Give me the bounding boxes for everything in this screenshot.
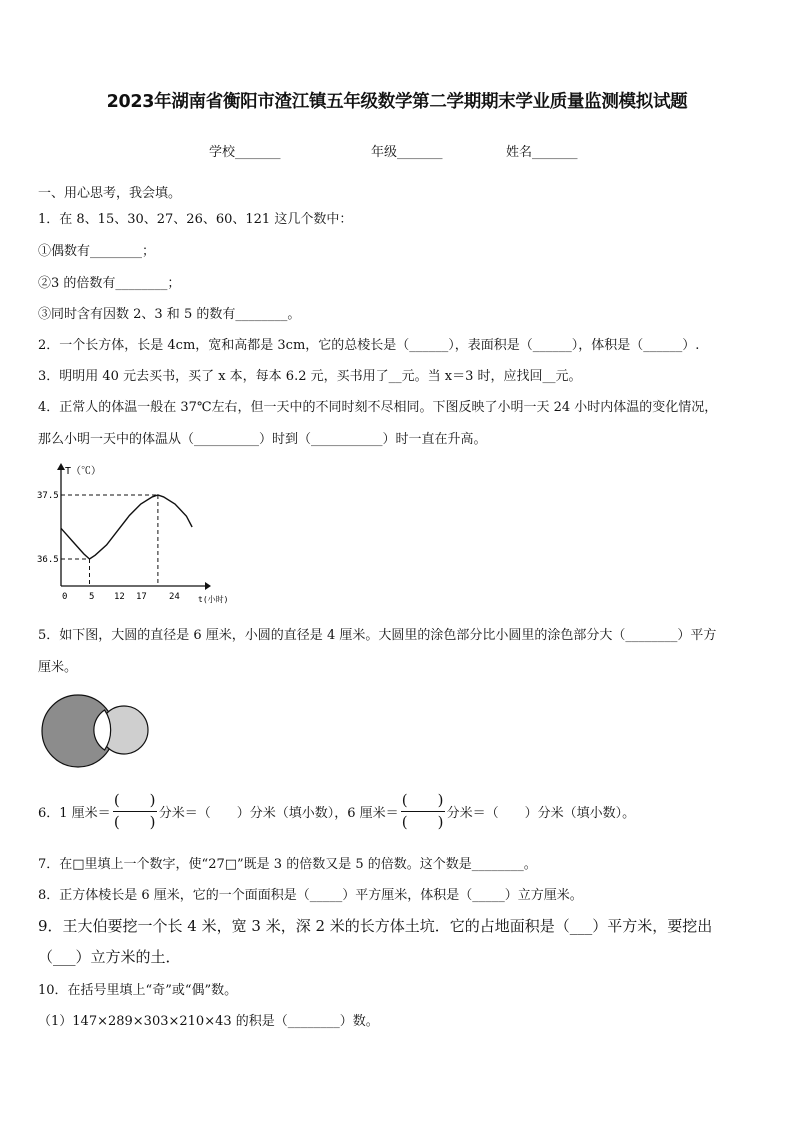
section-heading: 一、用心思考，我会填。 <box>38 186 182 201</box>
grade-field: 年级_______ <box>371 145 443 160</box>
x-tick-label: 17 <box>136 592 147 602</box>
question-5-line2: 厘米。 <box>38 660 78 675</box>
question-6-prefix: 6．1 厘米＝ <box>38 806 111 821</box>
fraction-numerator: ( ) <box>401 791 444 809</box>
temperature-chart <box>34 458 234 608</box>
chart-layer <box>37 463 228 604</box>
question-8: 8．正方体棱长是 6 厘米，它的一个面面积是（_____）平方厘米，体积是（_____）立方厘米。 <box>38 888 583 903</box>
x-axis-arrow <box>205 582 211 590</box>
question-6-mid2: 分米＝（ ）分米（填小数）。 <box>446 806 636 821</box>
question-10-sub1: （1）147×289×303×210×43 的积是（________）数。 <box>38 1014 379 1029</box>
x-tick-label: 5 <box>89 592 95 602</box>
question-2: 2．一个长方体，长是 4cm，宽和高都是 3cm，它的总棱长是（______），表面积是（______），体积是（______）. <box>38 338 700 353</box>
question-4-line2: 那么小明一天中的体温从（__________）时到（___________）时一直在升高。 <box>38 432 487 447</box>
fraction-bar <box>113 811 157 812</box>
school-field: 学校_______ <box>209 145 281 160</box>
question-9-line2: （___）立方米的土． <box>38 948 181 966</box>
question-1-b: ②3 的倍数有________； <box>38 276 181 291</box>
x-axis-label: t(小时) <box>198 595 229 604</box>
question-6-mid1: 分米＝（ ）分米（填小数），6 厘米＝ <box>158 806 399 821</box>
question-7: 7．在□里填上一个数字，使“27□”既是 3 的倍数又是 5 的倍数。这个数是________。 <box>38 857 537 872</box>
question-1-stem: 1．在 8、15、30、27、26、60、121 这几个数中： <box>38 212 353 227</box>
question-3: 3．明明用 40 元去买书，买了 x 本，每本 6.2 元，买书用了__元。当 x＝3 时，应找回__元。 <box>38 369 582 384</box>
question-5-line1: 5．如下图，大圆的直径是 6 厘米，小圆的直径是 4 厘米。大圆里的涂色部分比小圆里的涂色部分大（________）平方 <box>38 628 717 643</box>
question-10-stem: 10．在括号里填上“奇”或“偶”数。 <box>38 983 238 998</box>
x-tick-label: 12 <box>114 592 125 602</box>
fraction-bar <box>401 811 445 812</box>
question-9-line1: 9．王大伯要挖一个长 4 米，宽 3 米，深 2 米的长方体土坑．它的占地面积是（___）平方米，要挖出 <box>38 917 713 935</box>
name-field: 姓名_______ <box>506 145 578 160</box>
temperature-line <box>61 495 192 559</box>
y-tick-label-low: 36.5 <box>37 555 59 565</box>
question-6 <box>38 792 635 831</box>
fraction-blank <box>113 792 157 831</box>
x-tick-label: 24 <box>169 592 180 602</box>
y-axis-arrow <box>57 463 65 470</box>
question-4-line1: 4．正常人的体温一般在 37℃左右，但一天中的不同时刻不尽相同。下图反映了小明一天 24 小时内体温的变化情况， <box>38 400 718 415</box>
fraction-numerator: ( ) <box>113 791 156 809</box>
fraction-blank <box>401 792 445 831</box>
fraction-denominator: ( ) <box>401 813 444 831</box>
page-title: 2023年湖南省衡阳市渣江镇五年级数学第二学期期末学业质量监测模拟试题 <box>106 92 688 112</box>
fraction-denominator: ( ) <box>113 813 156 831</box>
y-axis-label: T（℃） <box>65 466 102 477</box>
y-tick-label-high: 37.5 <box>37 491 59 501</box>
question-1-a: ①偶数有________； <box>38 244 156 259</box>
circles-figure <box>40 690 160 775</box>
question-1-c: ③同时含有因数 2、3 和 5 的数有________。 <box>38 307 301 322</box>
x-tick-label: 0 <box>62 592 68 602</box>
